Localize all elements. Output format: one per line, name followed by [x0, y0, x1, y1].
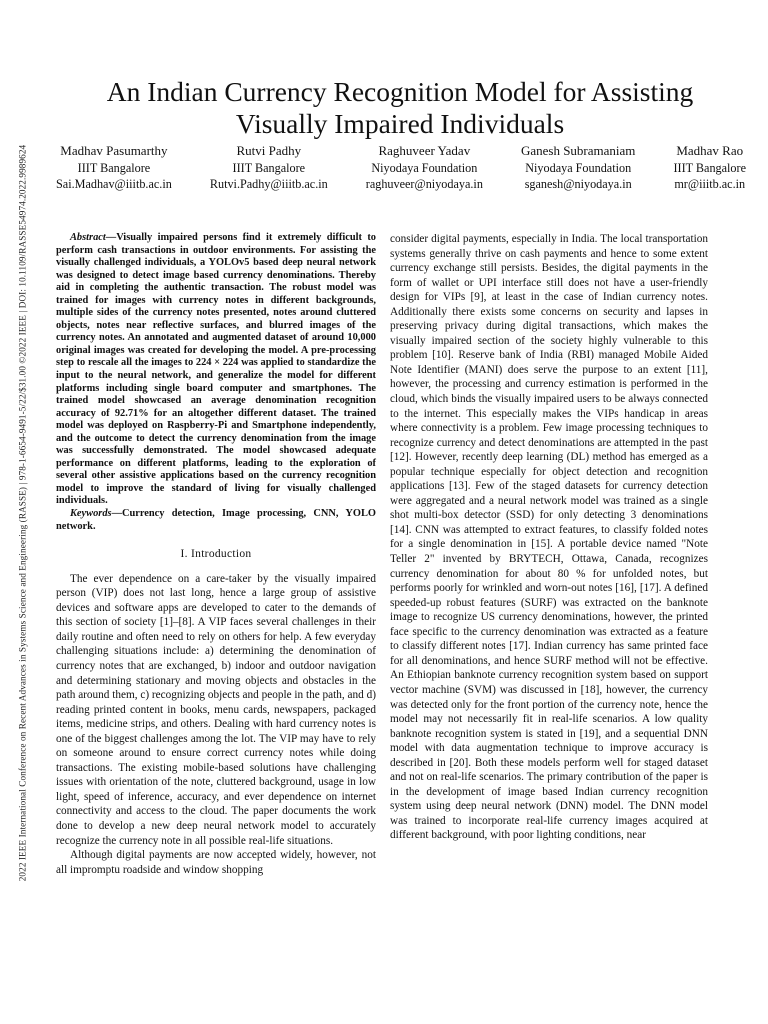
author-name: Raghuveer Yadav	[378, 143, 471, 158]
author-email: mr@iiitb.ac.in	[674, 177, 746, 191]
author-email: raghuveer@niyodaya.in	[365, 177, 483, 191]
author-1	[56, 143, 172, 193]
abstract-label: Abstract	[70, 232, 106, 243]
author-name: Ganesh Subramaniam	[520, 143, 636, 158]
author-5	[673, 143, 746, 193]
author-affiliation: IIIT Bangalore	[77, 160, 151, 175]
intro-paragraph-1: The ever dependence on a care-taker by the visually impaired person (VIP) does not last long, hence a large group of assistive devices and software apps are developed to cater to the demands of this section of society [1]–[8]. A VIP faces several challenges in their daily routine and often need to rely on others for help. A few everyday challenging situations include: a) determining the denomination of currency notes that are exchanged, b) indoor and outdoor navigation and determining stationary and moving objects and obstacles in the path around them, c) recognizing objects and people in the path, and d) reading printed content in books, menu cards, newspapers, packaged items, medicine strips, and others. Dealing with hard currency notes is one of the biggest challenges among the lot. The VIP may have to rely on someone around to ensure correct currency notes while doing transactions. The existing mobile-based solutions have challenging issues with orientation of the note, cluttered background, usage in low light, speed of inference, accuracy, and ever dependence on internet connectivity and access to the cloud. The paper documents the work done to develop a new deep neural network model to accurately recognize the currency note in all possible real-life situations.	[56, 572, 376, 847]
author-list	[56, 143, 746, 193]
author-4	[521, 143, 635, 193]
author-affiliation: IIIT Bangalore	[673, 160, 746, 175]
author-email: sganesh@niyodaya.in	[524, 177, 632, 191]
author-name: Madhav Pasumarthy	[60, 143, 168, 158]
author-email: Sai.Madhav@iiitb.ac.in	[56, 177, 172, 191]
keywords	[56, 508, 376, 533]
author-name: Madhav Rao	[676, 143, 744, 158]
intro-paragraph-2: Although digital payments are now accepted widely, however, not all impromptu roadside and window shopping	[56, 849, 376, 876]
right-column	[390, 232, 708, 843]
author-3	[366, 143, 483, 193]
paper-title: An Indian Currency Recognition Model for Assisting Visually Impaired Individuals	[106, 76, 694, 140]
author-affiliation: Niyodaya Foundation	[525, 160, 632, 175]
author-email: Rutvi.Padhy@iiitb.ac.in	[209, 177, 328, 191]
left-column	[56, 232, 376, 877]
ieee-citation-sidebar	[14, 128, 30, 898]
author-affiliation: Niyodaya Foundation	[371, 160, 478, 175]
author-2	[210, 143, 328, 193]
author-name: Rutvi Padhy	[236, 143, 302, 158]
keywords-label: Keywords	[70, 508, 112, 520]
intro-paragraph-continued: consider digital payments, especially in India. The local transportation systems generally thrive on cash payments and hence to some extent currency exchange still persists. Besides, the digital payments in the form of wallet or UPI interface still does not have a user-friendly design for VIPs [9], at least in the case of Indian currency notes. Additionally there exists some concerns on security and lapses in preserving privacy during digital transactions, which makes the visually impaired section of the society highly vulnerable to this problem [10]. Reserve bank of India (RBI) managed Mobile Aided Note Identifier (MANI) does serve the purpose to an extent [11], however, the processing and currency estimation is performed in the cloud, which binds the visually impaired users to be always connected to the internet. This especially makes the VIPs handicap in areas where connectivity is a problem. Few image processing techniques to recognize currency and detect denominations are attempted in the past [12]. However, recently deep learning (DL) method has emerged as a popular technique especially for object detection and recognition applications [13]. Few of the staged datasets for currency detection were aggregated and a neural network model was trained as a single shot multi-box detector (SSD) for only detecting 3 denominations [14]. CNN was attempted to extract features, to classify folded notes for a single denomination in [15]. A portable device named "Note Teller 2" invented by BRYTECH, Ottawa, Canada, recognizes currency denomination for about 80 % for unfolded notes, but performs poorly for wrinkled and worn-out notes [16], [17]. A defined speeded-up robust features (SURF) was extracted on the banknote image to recognize US currency denominations, however, the printed face specific to the currency denomination was extracted as a feature to classify different notes [17]. Indian currency has same printed face for all denominations, and hence SURF method will not be effective. An Ethiopian banknote currency recognition system based on support vector machine (SVM) was discussed in [18], however, the currency was detected only for the front portion of the currency note, hence the model may not necessarily fit in real-life scenarios. A low quality banknote recognition system is stated in [19], and a sequential DNN model with data augmentation technique to improve accuracy is described in [20]. Both these models perform well for staged dataset and not on real-life scenarios. The primary contribution of the paper is in the development of image based Indian currency recognition system using deep neural network (DNN) model. The DNN model was trained to incorporate real-life currency images acquired at different background, with poor lighting conditions, near	[390, 233, 708, 842]
citation-text: 2022 IEEE International Conference on Recent Advances in Systems Science and Engineering (RASSE) | 978-1-6654-9491-5/22/$31.00 ©2022 IEEE | DOI: 10.1109/RASSE54974.2022.9989624	[17, 144, 28, 882]
abstract-text: —Visually impaired persons find it extremely difficult to perform cash transactions in outdoor environments. For assisting the visually challenged individuals, a YOLOv5 based deep neural network was designed to detect image based currency denominations. Thereby aid in completing the authentic transaction. The robust model was trained for images with currency notes in different backgrounds, multiple sides of the currency notes presented, notes around cluttered objects, notes near reflective surfaces, and blurred images of the currency notes. An annotated and augmented dataset of around 10,000 original images was created for developing the model. A pre-processing step to rescale all the images to 224 × 224 was applied to standardize the input to the neural network, and generalize the model for different platforms including single board computer and smartphones. The trained model showcased an average denomination recognition accuracy of 92.71% for an altogether different dataset. The trained model was deployed on Raspberry-Pi and Smartphone independently, and the outcome to detect the currency denomination from the image was successfully demonstrated. The model showcased adequate performance on different platforms, leading to the exploration of several other assistive applications based on the currency recognition model to improve the standard of living for visually challenged individuals.	[56, 232, 376, 507]
keywords-text: —Currency detection, Image processing, CNN, YOLO network.	[56, 508, 376, 532]
section-heading-introduction: I. Introduction	[180, 548, 252, 561]
author-affiliation: IIIT Bangalore	[232, 160, 306, 175]
abstract	[56, 232, 376, 508]
